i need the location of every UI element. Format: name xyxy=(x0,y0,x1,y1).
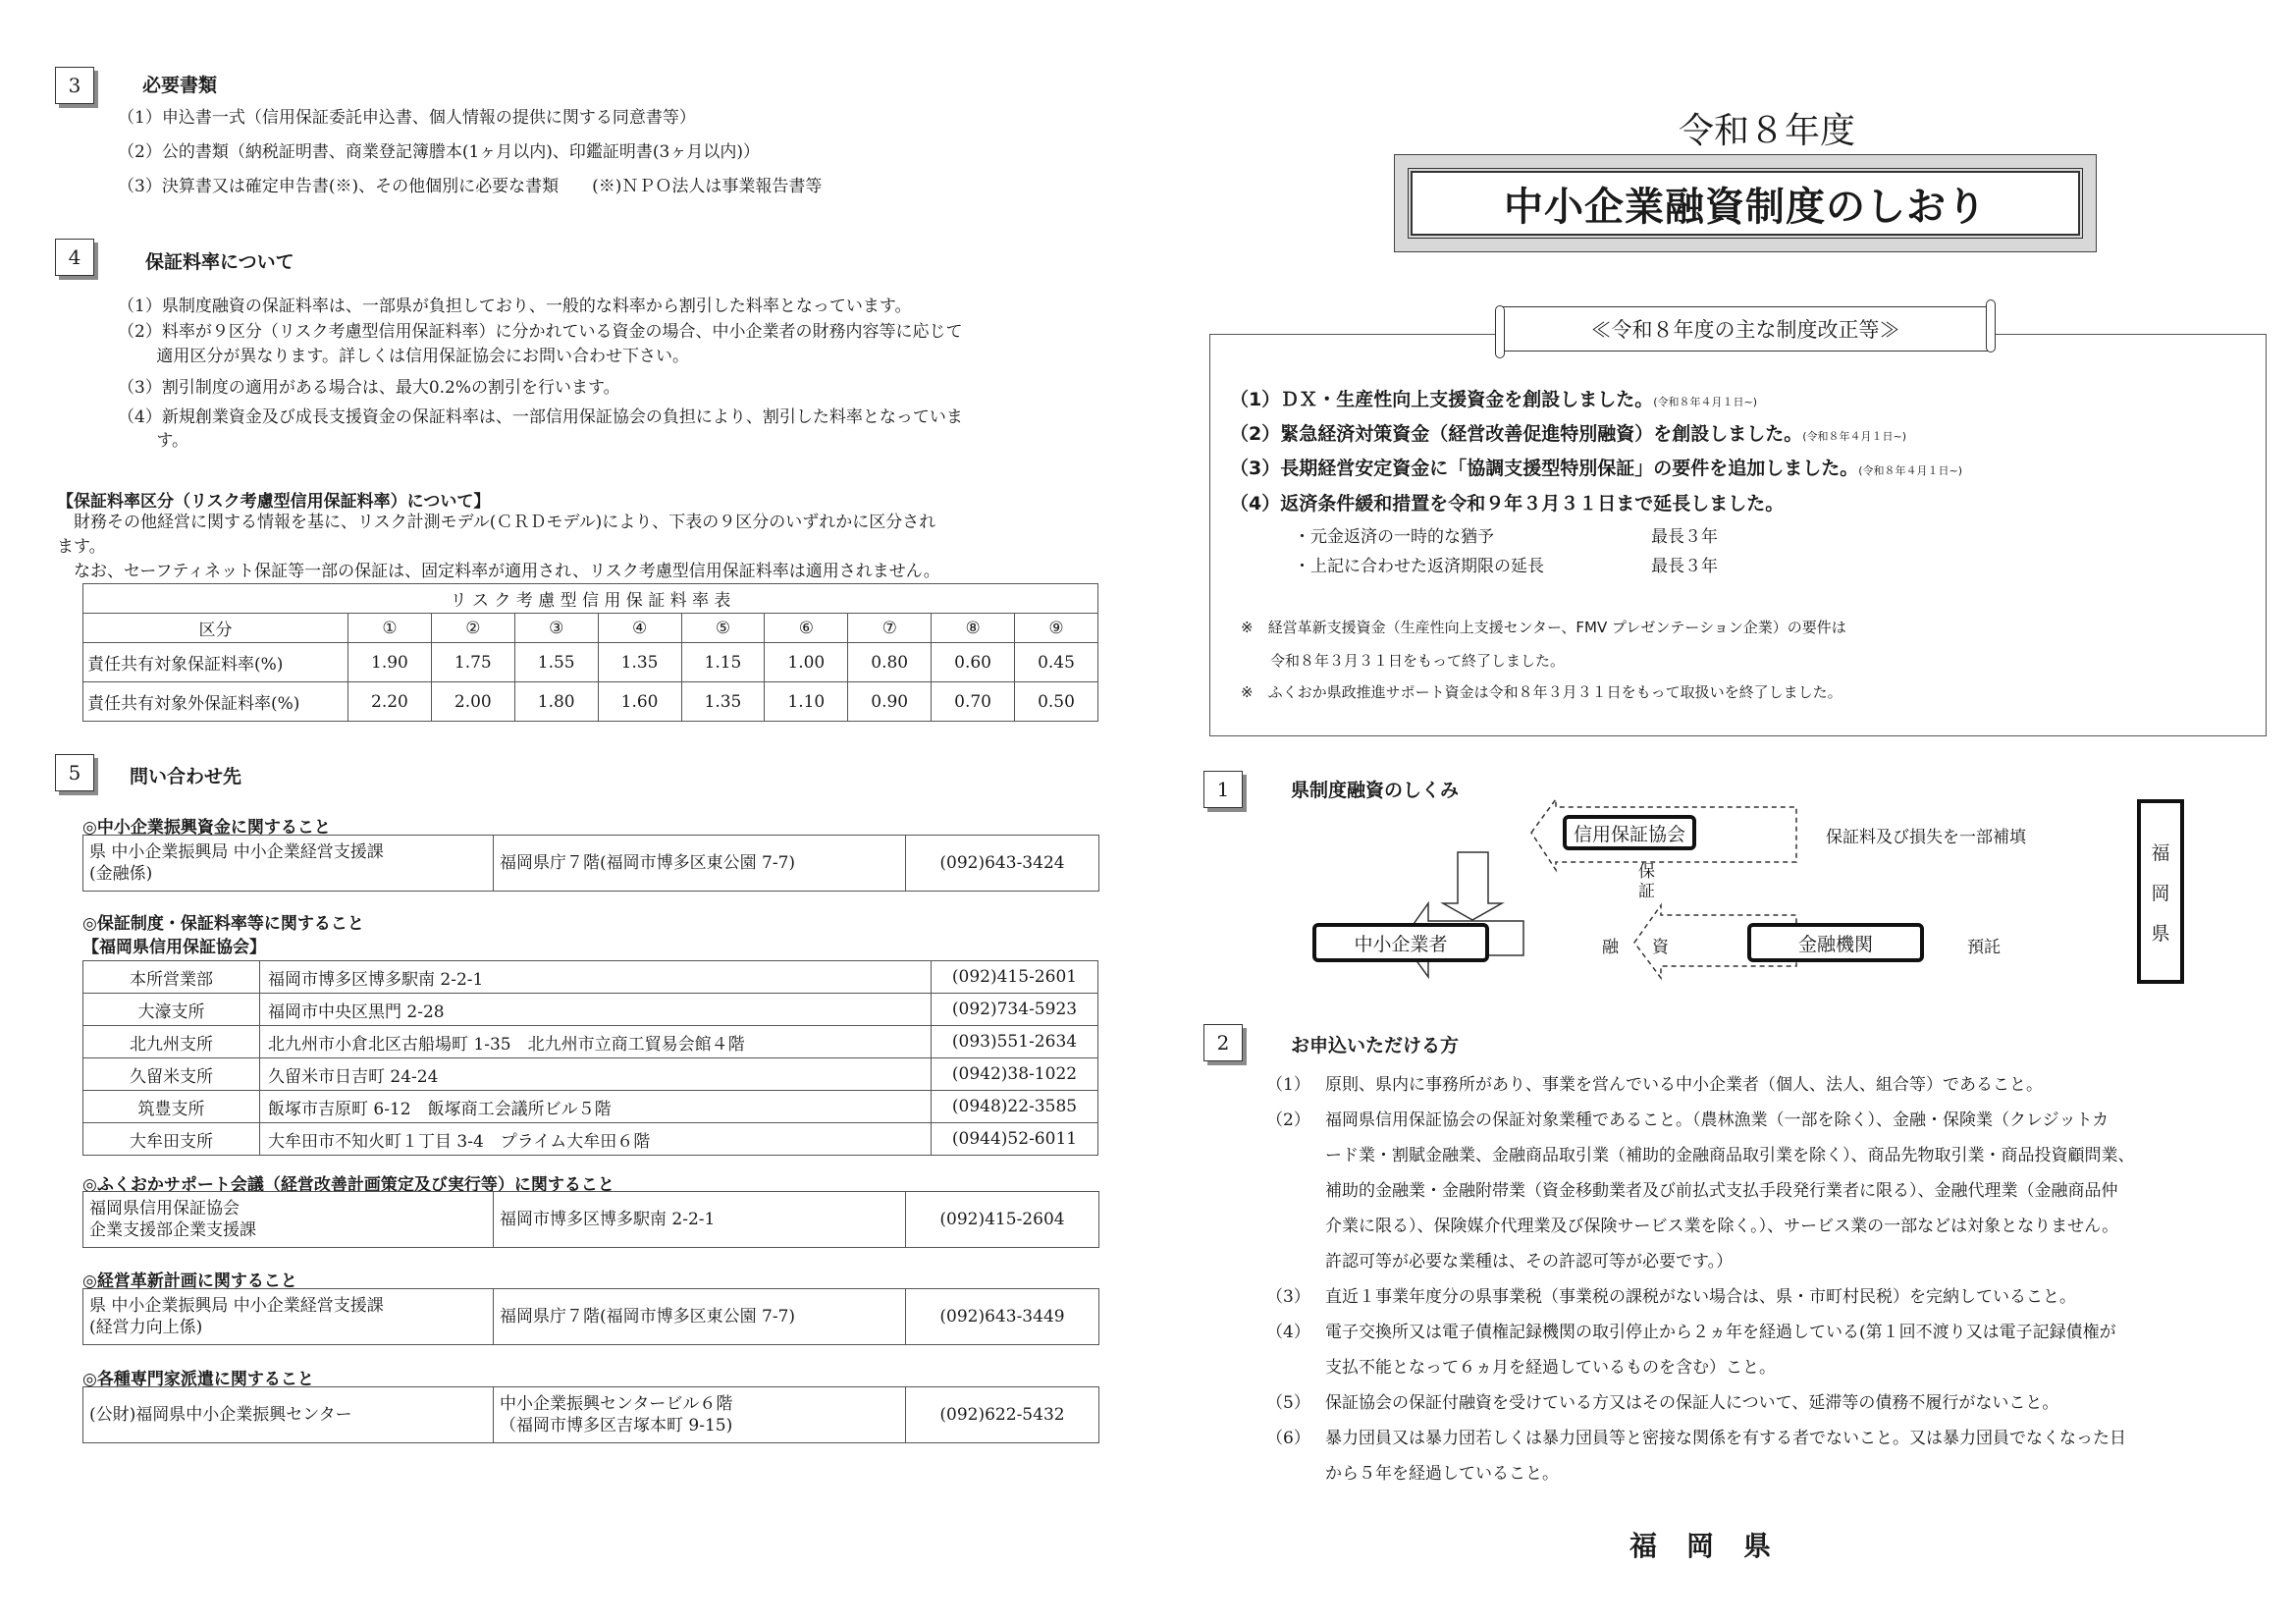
rate-category-header: ④ xyxy=(598,614,681,643)
rate-class-desc-2: ます。 xyxy=(57,537,106,557)
section-title-eligibility: お申込いただける方 xyxy=(1291,1035,1460,1056)
change-item-4 xyxy=(1230,489,1784,515)
changes-banner: ≪令和８年度の主な制度改正等≫ xyxy=(1500,306,1991,352)
eligibility-item-text: 支払不能となって６ヵ月を経過しているものを含む）こと。 xyxy=(1325,1358,1776,1378)
deposit-label: 預託 xyxy=(1967,938,2001,957)
org-line: 県 中小企業振興局 中小企業経営支援課 xyxy=(89,842,384,862)
eligibility-item-number: （3） xyxy=(1266,1287,1310,1307)
contact-phone: (092)643-3424 xyxy=(906,836,1099,892)
section-title-mechanism: 県制度融資のしくみ xyxy=(1291,780,1460,801)
rate-value-cell: 1.10 xyxy=(765,682,848,722)
branch-address: 大牟田市不知火町１丁目 3-4 プライム大牟田６階 xyxy=(260,1123,932,1156)
branch-row xyxy=(83,1026,1098,1058)
rate-class-desc-3: なお、セーフティネット保証等一部の保証は、固定料率が適用され、リスク考慮型信用保証料率は適用されません。 xyxy=(57,562,940,581)
org-line: 企業支援部企業支援課 xyxy=(89,1220,256,1240)
rate-category-header: ⑧ xyxy=(932,614,1015,643)
change-text: （2）緊急経済対策資金（経営改善促進特別融資）を創設しました。 xyxy=(1230,423,1803,445)
sub-change-value: 最長３年 xyxy=(1651,557,1718,576)
rate-category-header: ⑥ xyxy=(765,614,848,643)
branch-phone: (0944)52-6011 xyxy=(932,1123,1098,1156)
contact-group-subheading: 【福岡県信用保証協会】 xyxy=(82,938,266,957)
section-number-5: 5 xyxy=(55,754,94,791)
eligibility-item-number: （4） xyxy=(1266,1323,1310,1342)
rate-value-cell: 0.90 xyxy=(848,682,932,722)
eligibility-item-number: （5） xyxy=(1266,1393,1310,1413)
section-number-4: 4 xyxy=(55,239,94,276)
branch-row xyxy=(83,1091,1098,1123)
change-text: （4）返済条件緩和措置を令和９年３月３１日まで延長しました。 xyxy=(1230,493,1785,514)
eligibility-item-text: 福岡県信用保証協会の保証対象業種であること。（農林漁業（一部を除く）、金融・保険業（クレジットカ xyxy=(1325,1110,2109,1130)
rate-category-header: ① xyxy=(348,614,432,643)
change-item-3 xyxy=(1230,454,1962,480)
rate-value-cell: 1.55 xyxy=(514,643,598,682)
contact-group-heading: ◎保証制度・保証料率等に関すること xyxy=(82,914,364,934)
contact-table-innovation-plan xyxy=(82,1288,1099,1345)
mechanism-diagram xyxy=(1296,785,2179,1011)
branch-name: 筑豊支所 xyxy=(83,1091,260,1123)
guarantee-char: 保 xyxy=(1638,862,1655,882)
rate-item-4-cont: す。 xyxy=(118,431,189,451)
address-line: （福岡市博多区吉塚本町 9-15) xyxy=(500,1416,733,1435)
section-title-guarantee-rate: 保証料率について xyxy=(145,251,294,273)
rate-header-label: 区分 xyxy=(83,614,348,643)
branch-phone: (092)415-2601 xyxy=(932,961,1098,994)
branch-table xyxy=(82,960,1098,1156)
contact-org xyxy=(83,836,494,892)
contact-org xyxy=(83,1289,494,1345)
title-frame xyxy=(1394,154,2097,252)
change-date: (令和８年４月１日~) xyxy=(1653,396,1758,408)
change-date: (令和８年４月１日~) xyxy=(1858,464,1963,477)
subsidy-label: 保証料及び損失を一部補填 xyxy=(1826,828,2026,847)
page-title: 中小企業融資制度のしおり xyxy=(1411,171,2080,236)
section-number-2: 2 xyxy=(1203,1024,1243,1061)
rate-value-cell: 0.80 xyxy=(848,643,932,682)
branch-row xyxy=(83,961,1098,994)
rate-class-heading: 【保証料率区分（リスク考慮型信用保証料率）について】 xyxy=(57,492,491,512)
eligibility-item-text: 暴力団員又は暴力団若しくは暴力団員等と密接な関係を有する者でないこと。又は暴力団員でなくなった日 xyxy=(1325,1429,2126,1448)
node-prefecture xyxy=(2137,799,2184,984)
rate-value-cell: 1.80 xyxy=(514,682,598,722)
rate-item-4: （4）新規創業資金及び成長支援資金の保証料率は、一部信用保証協会の負担により、割引した料率となっていま xyxy=(118,407,963,427)
section-title-contacts: 問い合わせ先 xyxy=(130,766,242,787)
rate-value-cell: 1.90 xyxy=(348,643,432,682)
doc-item-2: （2）公的書類（納税証明書、商業登記簿謄本(1ヶ月以内)、印鑑証明書(3ヶ月以内)） xyxy=(118,142,760,162)
rate-value-cell: 1.35 xyxy=(598,643,681,682)
node-sme: 中小企業者 xyxy=(1312,923,1489,962)
branch-address: 久留米市日吉町 24-24 xyxy=(260,1058,932,1091)
rate-table-title: リ ス ク 考 慮 型 信 用 保 証 料 率 表 xyxy=(83,584,1098,614)
section-title-documents: 必要書類 xyxy=(142,75,218,96)
rate-item-2-cont: 適用区分が異なります。詳しくは信用保証協会にお問い合わせ下さい。 xyxy=(118,347,690,366)
contact-group-heading: ◎経営革新計画に関すること xyxy=(82,1272,297,1291)
contact-group-heading: ◎各種専門家派遣に関すること xyxy=(82,1370,314,1389)
prefecture-char: 岡 xyxy=(2151,882,2170,904)
rate-row-label: 責任共有対象保証料率(%) xyxy=(83,643,348,682)
doc-item-3: （3）決算書又は確定申告書(※)、その他個別に必要な書類 (※)ＮＰＯ法人は事業報告書等 xyxy=(118,177,823,196)
branch-row xyxy=(83,1058,1098,1091)
branch-phone: (092)734-5923 xyxy=(932,994,1098,1026)
eligibility-item-text: 直近１事業年度分の県事業税（事業税の課税がない場合は、県・市町村民税）を完納していること。 xyxy=(1325,1287,2076,1307)
branch-row xyxy=(83,1123,1098,1156)
rate-category-header: ⑨ xyxy=(1015,614,1098,643)
rate-category-header: ② xyxy=(431,614,514,643)
contact-group-heading: ◎中小企業振興資金に関すること xyxy=(82,818,331,838)
org-line: 福岡県信用保証協会 xyxy=(89,1199,240,1218)
rate-value-cell: 1.60 xyxy=(598,682,681,722)
change-item-1 xyxy=(1230,385,1757,411)
org-line: (経営力向上係) xyxy=(89,1318,203,1337)
change-item-2 xyxy=(1230,419,1906,446)
doc-item-1: （1）申込書一式（信用保証委託申込書、個人情報の提供に関する同意書等） xyxy=(118,108,696,128)
contact-phone: (092)643-3449 xyxy=(906,1289,1099,1345)
rate-value-cell: 1.75 xyxy=(431,643,514,682)
sub-change-label: ・上記に合わせた返済期限の延長 xyxy=(1294,557,1544,576)
guarantee-char: 証 xyxy=(1638,882,1655,901)
rate-item-1: （1）県制度融資の保証料率は、一部県が負担しており、一般的な料率から割引した料率となっています。 xyxy=(118,297,912,316)
rate-value-cell: 2.20 xyxy=(348,682,432,722)
fiscal-year: 令和８年度 xyxy=(1678,111,1855,151)
rate-value-cell: 0.50 xyxy=(1015,682,1098,722)
address-line: 中小企業振興センタービル６階 xyxy=(500,1394,733,1414)
contact-row xyxy=(83,1192,1099,1248)
contact-table-support-meeting xyxy=(82,1191,1099,1248)
contact-table-expert-dispatch xyxy=(82,1386,1099,1443)
contact-phone: (092)415-2604 xyxy=(906,1192,1099,1248)
branch-name: 久留米支所 xyxy=(83,1058,260,1091)
org-line: 県 中小企業振興局 中小企業経営支援課 xyxy=(89,1296,384,1316)
branch-address: 飯塚市吉原町 6-12 飯塚商工会議所ビル５階 xyxy=(260,1091,932,1123)
rate-value-cell: 1.15 xyxy=(681,643,765,682)
eligibility-item-text: から５年を経過していること。 xyxy=(1325,1464,1559,1484)
contact-address: 福岡県庁７階(福岡市博多区東公園 7-7) xyxy=(494,1289,906,1345)
contact-org xyxy=(83,1192,494,1248)
rate-class-desc-1: 財務その他経営に関する情報を基に、リスク計測モデル(ＣＲＤモデル)により、下表の９区分のいずれかに区分され xyxy=(57,513,936,532)
risk-rate-table xyxy=(82,583,1098,722)
contact-address xyxy=(494,1387,906,1443)
change-text: （1）ＤＸ・生産性向上支援資金を創設しました。 xyxy=(1230,389,1654,410)
rate-category-header: ⑦ xyxy=(848,614,932,643)
section-number-1: 1 xyxy=(1203,771,1243,808)
branch-name: 北九州支所 xyxy=(83,1026,260,1058)
loan-label: 融 資 xyxy=(1602,938,1669,957)
sub-change-value: 最長３年 xyxy=(1651,527,1718,547)
rate-value-cell: 0.70 xyxy=(932,682,1015,722)
eligibility-item-text: 電子交換所又は電子債権記録機関の取引停止から２ヵ年を経過している(第１回不渡り又は電子記録債権が xyxy=(1325,1323,2116,1342)
branch-name: 大牟田支所 xyxy=(83,1123,260,1156)
eligibility-item-number: （6） xyxy=(1266,1429,1310,1448)
node-guarantee-association: 信用保証協会 xyxy=(1563,815,1696,850)
node-bank: 金融機関 xyxy=(1747,923,1924,962)
branch-name: 大濠支所 xyxy=(83,994,260,1026)
rate-item-2: （2）料率が９区分（リスク考慮型信用保証料率）に分かれている資金の場合、中小企業者の財務内容等に応じて xyxy=(118,322,963,342)
rate-category-header: ③ xyxy=(514,614,598,643)
contact-table-promotion-fund xyxy=(82,835,1099,892)
rate-table-header-row xyxy=(83,614,1098,643)
branch-phone: (093)551-2634 xyxy=(932,1026,1098,1058)
eligibility-item-text: 原則、県内に事務所があり、事業を営んでいる中小企業者（個人、法人、組合等）であること。 xyxy=(1325,1075,2043,1095)
contact-phone: (092)622-5432 xyxy=(906,1387,1099,1443)
guarantee-arrow xyxy=(1443,852,1502,920)
guarantee-label xyxy=(1638,862,1655,901)
contact-row xyxy=(83,1289,1099,1345)
branch-phone: (0948)22-3585 xyxy=(932,1091,1098,1123)
change-text: （3）長期経営安定資金に「協調支援型特別保証」の要件を追加しました。 xyxy=(1230,458,1859,479)
eligibility-item-text: 許認可等が必要な業種は、その許認可等が必要です。） xyxy=(1325,1252,1734,1272)
rate-table-row xyxy=(83,682,1098,722)
eligibility-item-number: （2） xyxy=(1266,1110,1310,1130)
contact-org: (公財)福岡県中小企業振興センター xyxy=(83,1387,494,1443)
branch-address: 北九州市小倉北区古船場町 1-35 北九州市立商工貿易会館４階 xyxy=(260,1026,932,1058)
contact-group-heading: ◎ふくおかサポート会議（経営改善計画策定及び実行等）に関すること xyxy=(82,1175,614,1195)
branch-name: 本所営業部 xyxy=(83,961,260,994)
eligibility-item-text: 介業に限る）、保険媒介代理業及び保険サービス業を除く。）、サービス業の一部などは対象となりません。 xyxy=(1325,1217,2119,1236)
prefecture-char: 県 xyxy=(2151,922,2170,945)
footer-prefecture: 福岡県 xyxy=(1629,1530,1801,1562)
rate-row-label: 責任共有対象外保証料率(%) xyxy=(83,682,348,722)
section-number-3: 3 xyxy=(55,67,94,104)
rate-value-cell: 0.60 xyxy=(932,643,1015,682)
prefecture-char: 福 xyxy=(2151,841,2170,864)
branch-phone: (0942)38-1022 xyxy=(932,1058,1098,1091)
rate-item-3: （3）割引制度の適用がある場合は、最大0.2%の割引を行います。 xyxy=(118,378,620,398)
org-line: (金融係) xyxy=(89,864,153,884)
note-2: ※ ふくおか県政推進サポート資金は令和８年３月３１日をもって取扱いを終了しました。 xyxy=(1241,683,1842,701)
sub-change-label: ・元金返済の一時的な猶予 xyxy=(1294,527,1494,547)
eligibility-item-text: 保証協会の保証付融資を受けている方又はその保証人について、延滞等の債務不履行がないこと。 xyxy=(1325,1393,2059,1413)
branch-address: 福岡市中央区黒門 2-28 xyxy=(260,994,932,1026)
branch-address: 福岡市博多区博多駅南 2-2-1 xyxy=(260,961,932,994)
contact-address: 福岡県庁７階(福岡市博多区東公園 7-7) xyxy=(494,836,906,892)
contact-address: 福岡市博多区博多駅南 2-2-1 xyxy=(494,1192,906,1248)
rate-value-cell: 2.00 xyxy=(431,682,514,722)
branch-row xyxy=(83,994,1098,1026)
rate-value-cell: 1.00 xyxy=(765,643,848,682)
rate-table-row xyxy=(83,643,1098,682)
contact-row xyxy=(83,1387,1099,1443)
contact-row xyxy=(83,836,1099,892)
rate-value-cell: 1.35 xyxy=(681,682,765,722)
eligibility-item-number: （1） xyxy=(1266,1075,1310,1095)
eligibility-item-text: 補助的金融業・金融附帯業（資金移動業者及び前払式支払手段発行業者に限る）、金融代理業（金融商品仲 xyxy=(1325,1181,2118,1201)
rate-value-cell: 0.45 xyxy=(1015,643,1098,682)
note-1: ※ 経営革新支援資金（生産性向上支援センター、FMV プレゼンテーション企業）の要件は xyxy=(1241,619,1846,636)
change-date: (令和８年４月１日~) xyxy=(1802,430,1907,443)
rate-category-header: ⑤ xyxy=(681,614,765,643)
note-1-cont: 令和８年３月３１日をもって終了しました。 xyxy=(1241,652,1566,670)
eligibility-item-text: ード業・割賦金融業、金融商品取引業（補助的金融商品取引業を除く）、商品先物取引業・商品投資顧問業、 xyxy=(1325,1146,2135,1165)
